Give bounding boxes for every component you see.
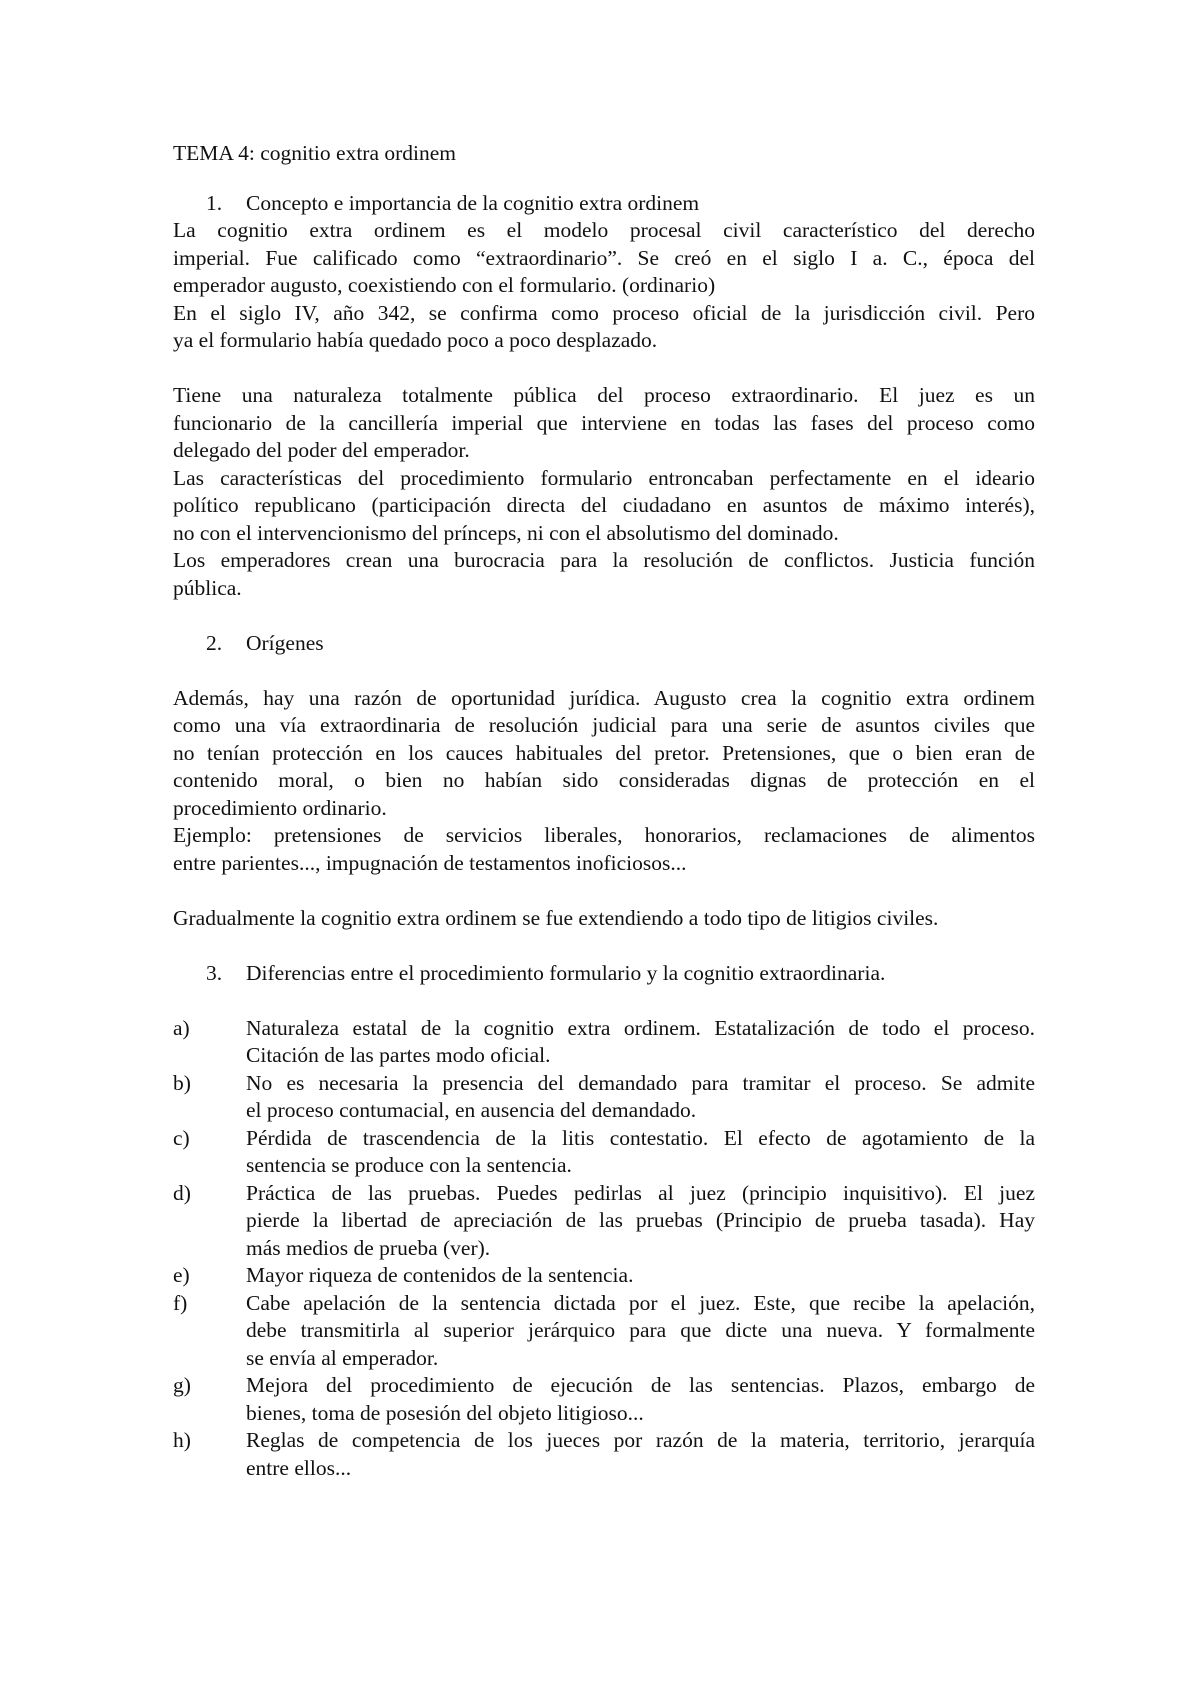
- section-2-paragraph-3: [173, 905, 1035, 933]
- list-item-line: No es necesaria la presencia del demandado para tramitar el proceso. Se admite: [246, 1070, 1035, 1095]
- section-3-number: 3.: [206, 960, 223, 985]
- paragraph-line: En el siglo IV, año 342, se confirma como proceso oficial de la jurisdicción civil. Pero: [173, 300, 1035, 325]
- list-item-d: [173, 1180, 1035, 1263]
- spacer: [173, 602, 1035, 630]
- paragraph-line: Ejemplo: pretensiones de servicios liberales, honorarios, reclamaciones de alimentos: [173, 823, 1035, 847]
- section-3-heading: [173, 960, 1035, 988]
- list-item-c: [173, 1125, 1035, 1180]
- list-item-label: d): [173, 1180, 191, 1205]
- section-1-paragraph-4: [173, 465, 1035, 548]
- list-item-line: más medios de prueba (ver).: [246, 1235, 491, 1260]
- section-1-heading-text: Concepto e importancia de la cognitio extra ordinem: [246, 190, 700, 215]
- paragraph-line: ya el formulario había quedado poco a poco desplazado.: [173, 328, 658, 352]
- list-item-label: b): [173, 1070, 191, 1095]
- paragraph-line: Gradualmente la cognitio extra ordinem se fue extendiendo a todo tipo de litigios civiles.: [173, 905, 939, 930]
- list-item-line: el proceso contumacial, en ausencia del demandado.: [246, 1098, 697, 1122]
- list-item-line: Mayor riqueza de contenidos de la sentencia.: [246, 1263, 634, 1287]
- paragraph-line: imperial. Fue calificado como “extraordinario”. Se creó en el siglo I a. C., época del: [173, 245, 1035, 270]
- spacer: [173, 932, 1035, 960]
- list-item-h: [173, 1427, 1035, 1482]
- list-item-label: f): [173, 1290, 188, 1315]
- list-item-label: h): [173, 1428, 191, 1452]
- list-item-line: Citación de las partes modo oficial.: [246, 1043, 551, 1067]
- paragraph-line: Además, hay una razón de oportunidad jurídica. Augusto crea la cognitio extra ordinem: [173, 685, 1035, 710]
- spacer: [173, 877, 1035, 905]
- section-1-paragraph-5: [173, 547, 1035, 602]
- paragraph-line: procedimiento ordinario.: [173, 795, 387, 820]
- section-3-heading-text: Diferencias entre el procedimiento formulario y la cognitio extraordinaria.: [246, 960, 886, 985]
- paragraph-line: Tiene una naturaleza totalmente pública del proceso extraordinario. El juez es un: [173, 383, 1035, 407]
- list-item-f: [173, 1290, 1035, 1373]
- paragraph-line: funcionario de la cancillería imperial que interviene en todas las fases del proceso como: [173, 410, 1035, 435]
- document-page: [173, 140, 1035, 1482]
- paragraph-line: no con el intervencionismo del prínceps, ni con el absolutismo del dominado.: [173, 520, 839, 545]
- list-item-line: Cabe apelación de la sentencia dictada por el juez. Este, que recibe la apelación,: [246, 1290, 1035, 1315]
- paragraph-line: entre parientes..., impugnación de testamentos inoficiosos...: [173, 850, 687, 875]
- section-2-number: 2.: [206, 630, 223, 655]
- list-item-line: entre ellos...: [246, 1455, 352, 1480]
- paragraph-line: contenido moral, o bien no habían sido consideradas dignas de protección en el: [173, 768, 1035, 792]
- section-1-paragraph-3: [173, 382, 1035, 465]
- paragraph-line: Los emperadores crean una burocracia para la resolución de conflictos. Justicia función: [173, 548, 1035, 572]
- paragraph-line: La cognitio extra ordinem es el modelo procesal civil característico del derecho: [173, 218, 1035, 242]
- list-item-b: [173, 1070, 1035, 1125]
- section-1-number: 1.: [206, 190, 223, 215]
- paragraph-line: Las características del procedimiento formulario entroncaban perfectamente en el ideario: [173, 465, 1035, 490]
- section-1-heading: [173, 190, 1035, 218]
- paragraph-line: no tenían protección en los cauces habituales del pretor. Pretensiones, que o bien eran de: [173, 740, 1035, 765]
- list-item-line: Pérdida de trascendencia de la litis contestatio. El efecto de agotamiento de la: [246, 1125, 1035, 1150]
- list-item-a: [173, 1015, 1035, 1070]
- spacer: [173, 355, 1035, 383]
- list-item-line: Práctica de las pruebas. Puedes pedirlas al juez (principio inquisitivo). El juez: [246, 1180, 1035, 1205]
- list-item-line: Mejora del procedimiento de ejecución de las sentencias. Plazos, embargo de: [246, 1373, 1035, 1397]
- spacer: [173, 657, 1035, 685]
- section-2-paragraph-1: [173, 685, 1035, 823]
- list-item-e: [173, 1262, 1035, 1290]
- list-item-line: Reglas de competencia de los jueces por razón de la materia, territorio, jerarquía: [246, 1428, 1035, 1452]
- list-item-line: se envía al emperador.: [246, 1345, 439, 1370]
- list-item-label: c): [173, 1125, 190, 1150]
- section-1-paragraph-1: [173, 217, 1035, 300]
- section-2-heading: [173, 630, 1035, 658]
- paragraph-line: como una vía extraordinaria de resolución judicial para una serie de asuntos civiles que: [173, 713, 1035, 737]
- section-2-heading-text: Orígenes: [246, 630, 324, 655]
- paragraph-line: pública.: [173, 575, 242, 600]
- list-item-line: debe transmitirla al superior jerárquico para que dicte una nueva. Y formalmente: [246, 1318, 1035, 1342]
- paragraph-line: emperador augusto, coexistiendo con el formulario. (ordinario): [173, 273, 716, 297]
- section-1-paragraph-2: [173, 300, 1035, 355]
- list-item-line: Naturaleza estatal de la cognitio extra ordinem. Estatalización de todo el proceso.: [246, 1015, 1035, 1040]
- spacer: [173, 987, 1035, 1015]
- list-item-label: g): [173, 1373, 191, 1397]
- paragraph-line: político republicano (participación directa del ciudadano en asuntos de máximo interés),: [173, 493, 1035, 517]
- document-title: TEMA 4: cognitio extra ordinem: [173, 141, 457, 165]
- list-item-line: bienes, toma de posesión del objeto litigioso...: [246, 1400, 644, 1425]
- list-item-label: a): [173, 1015, 190, 1040]
- list-item-g: [173, 1372, 1035, 1427]
- list-item-label: e): [173, 1263, 190, 1287]
- list-item-line: sentencia se produce con la sentencia.: [246, 1153, 572, 1177]
- differences-list: [173, 1015, 1035, 1483]
- section-2-paragraph-2: [173, 822, 1035, 877]
- list-item-line: pierde la libertad de apreciación de las pruebas (Principio de prueba tasada). Hay: [246, 1208, 1035, 1232]
- paragraph-line: delegado del poder del emperador.: [173, 438, 470, 462]
